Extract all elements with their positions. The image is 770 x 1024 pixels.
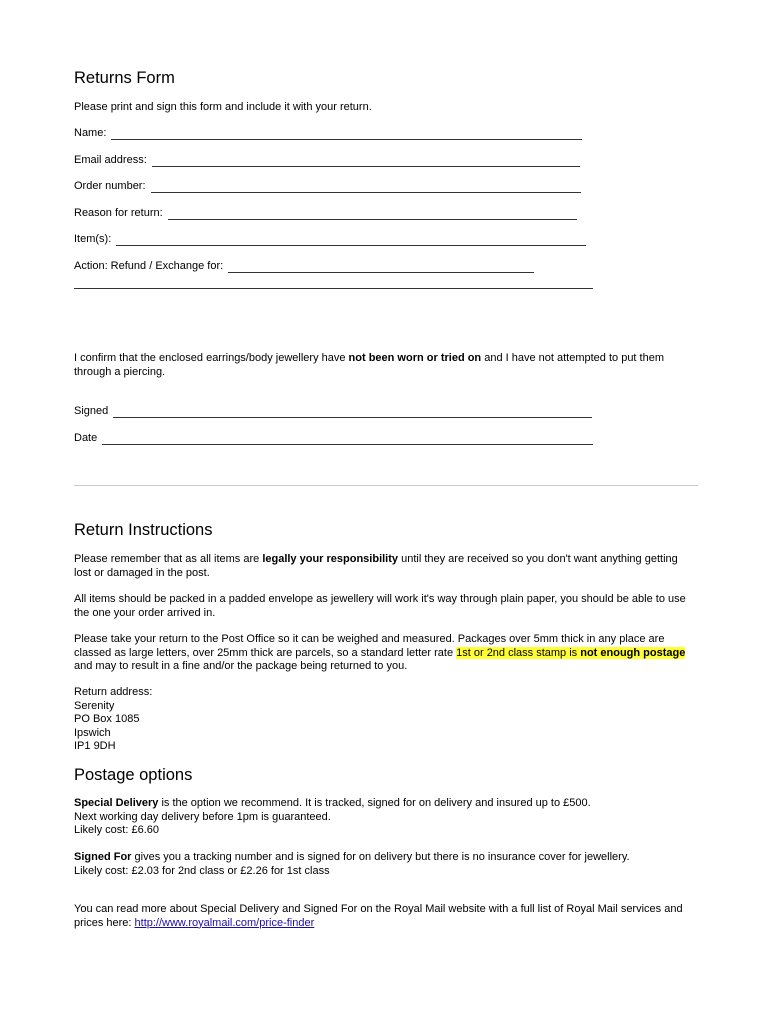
date-label: Date	[74, 432, 98, 444]
special-delivery-bold: Special Delivery	[74, 797, 159, 809]
extra-line[interactable]	[74, 288, 593, 289]
signed-for-block	[74, 851, 696, 878]
reason-field[interactable]	[74, 207, 577, 220]
more-info-paragraph	[74, 903, 696, 930]
returns-form-title: Returns Form	[74, 69, 175, 87]
p3-highlight: 1st or 2nd class stamp is	[456, 646, 581, 659]
p3-text-start: Please take your return to the Post Office so it can be weighed and measured. Packages over 5mm thick in any place are classed as large letters, over 25mm thick are parcels, so a standard letter rate	[74, 633, 665, 659]
address-line: Ipswich	[74, 726, 111, 739]
p3-text-end: and may to result in a fine and/or the package being returned to you.	[74, 660, 408, 672]
email-line[interactable]	[152, 156, 580, 167]
confirm-text-start: I confirm that the enclosed earrings/body jewellery have	[74, 352, 349, 364]
return-address	[74, 686, 152, 754]
date-line[interactable]	[102, 434, 593, 445]
signed-for-bold: Signed For	[74, 851, 132, 863]
signed-for-text: gives you a tracking number and is signed for on delivery but there is no insurance cover for jewellery.	[131, 851, 630, 863]
email-field[interactable]	[74, 154, 580, 167]
items-line[interactable]	[116, 235, 586, 246]
instructions-paragraph-1	[74, 553, 696, 580]
action-line[interactable]	[228, 262, 534, 273]
signed-field[interactable]	[74, 405, 592, 418]
action-field[interactable]	[74, 260, 534, 273]
confirm-text-end: and I have not attempted to put them through a piercing.	[74, 352, 664, 378]
return-instructions-title: Return Instructions	[74, 521, 213, 539]
postage-options-title: Postage options	[74, 766, 193, 784]
p1-text-start: Please remember that as all items are	[74, 553, 263, 565]
confirmation-text	[74, 352, 696, 379]
royal-mail-link[interactable]: http://www.royalmail.com/price-finder	[134, 916, 315, 929]
date-field[interactable]	[74, 432, 593, 445]
name-field[interactable]	[74, 127, 582, 140]
order-number-label: Order number:	[74, 180, 146, 192]
section-divider	[74, 485, 698, 486]
form-intro: Please print and sign this form and include it with your return.	[74, 101, 372, 113]
instructions-paragraph-3	[74, 633, 696, 674]
special-delivery-text-2: Next working day delivery before 1pm is guaranteed.	[74, 810, 331, 823]
special-delivery-cost: Likely cost: £6.60	[74, 824, 159, 836]
instructions-paragraph-2: All items should be packed in a padded envelope as jewellery will work it's way through plain paper, you should be able to use the one your order arrived in.	[74, 593, 686, 619]
p3-highlight-bold: not enough postage	[580, 646, 686, 659]
order-number-field[interactable]	[74, 180, 581, 193]
p1-text-end: until they are received so you don't want anything getting lost or damaged in the post.	[74, 553, 678, 579]
address-line: Serenity	[74, 699, 115, 712]
items-label: Item(s):	[74, 233, 112, 245]
signed-line[interactable]	[113, 407, 592, 418]
signed-label: Signed	[74, 405, 109, 417]
action-label: Action: Refund / Exchange for:	[74, 260, 224, 272]
address-line: IP1 9DH	[74, 740, 116, 752]
reason-label: Reason for return:	[74, 207, 163, 219]
name-line[interactable]	[111, 129, 582, 140]
address-line: PO Box 1085	[74, 713, 140, 725]
signed-for-cost: Likely cost: £2.03 for 2nd class or £2.26 for 1st class	[74, 864, 330, 877]
email-label: Email address:	[74, 154, 147, 166]
order-number-line[interactable]	[151, 182, 581, 193]
special-delivery-text: is the option we recommend. It is tracked, signed for on delivery and insured up to £500.	[158, 797, 591, 809]
confirm-text-bold: not been worn or tried on	[348, 352, 482, 364]
p1-text-bold: legally your responsibility	[262, 553, 399, 565]
items-field[interactable]	[74, 233, 586, 246]
special-delivery-block	[74, 797, 591, 838]
more-info-text: You can read more about Special Delivery and Signed For on the Royal Mail website with a full list of Royal Mail services and prices here:	[74, 903, 683, 929]
return-address-label: Return address:	[74, 686, 153, 698]
name-label: Name:	[74, 127, 107, 139]
reason-line[interactable]	[168, 209, 577, 220]
